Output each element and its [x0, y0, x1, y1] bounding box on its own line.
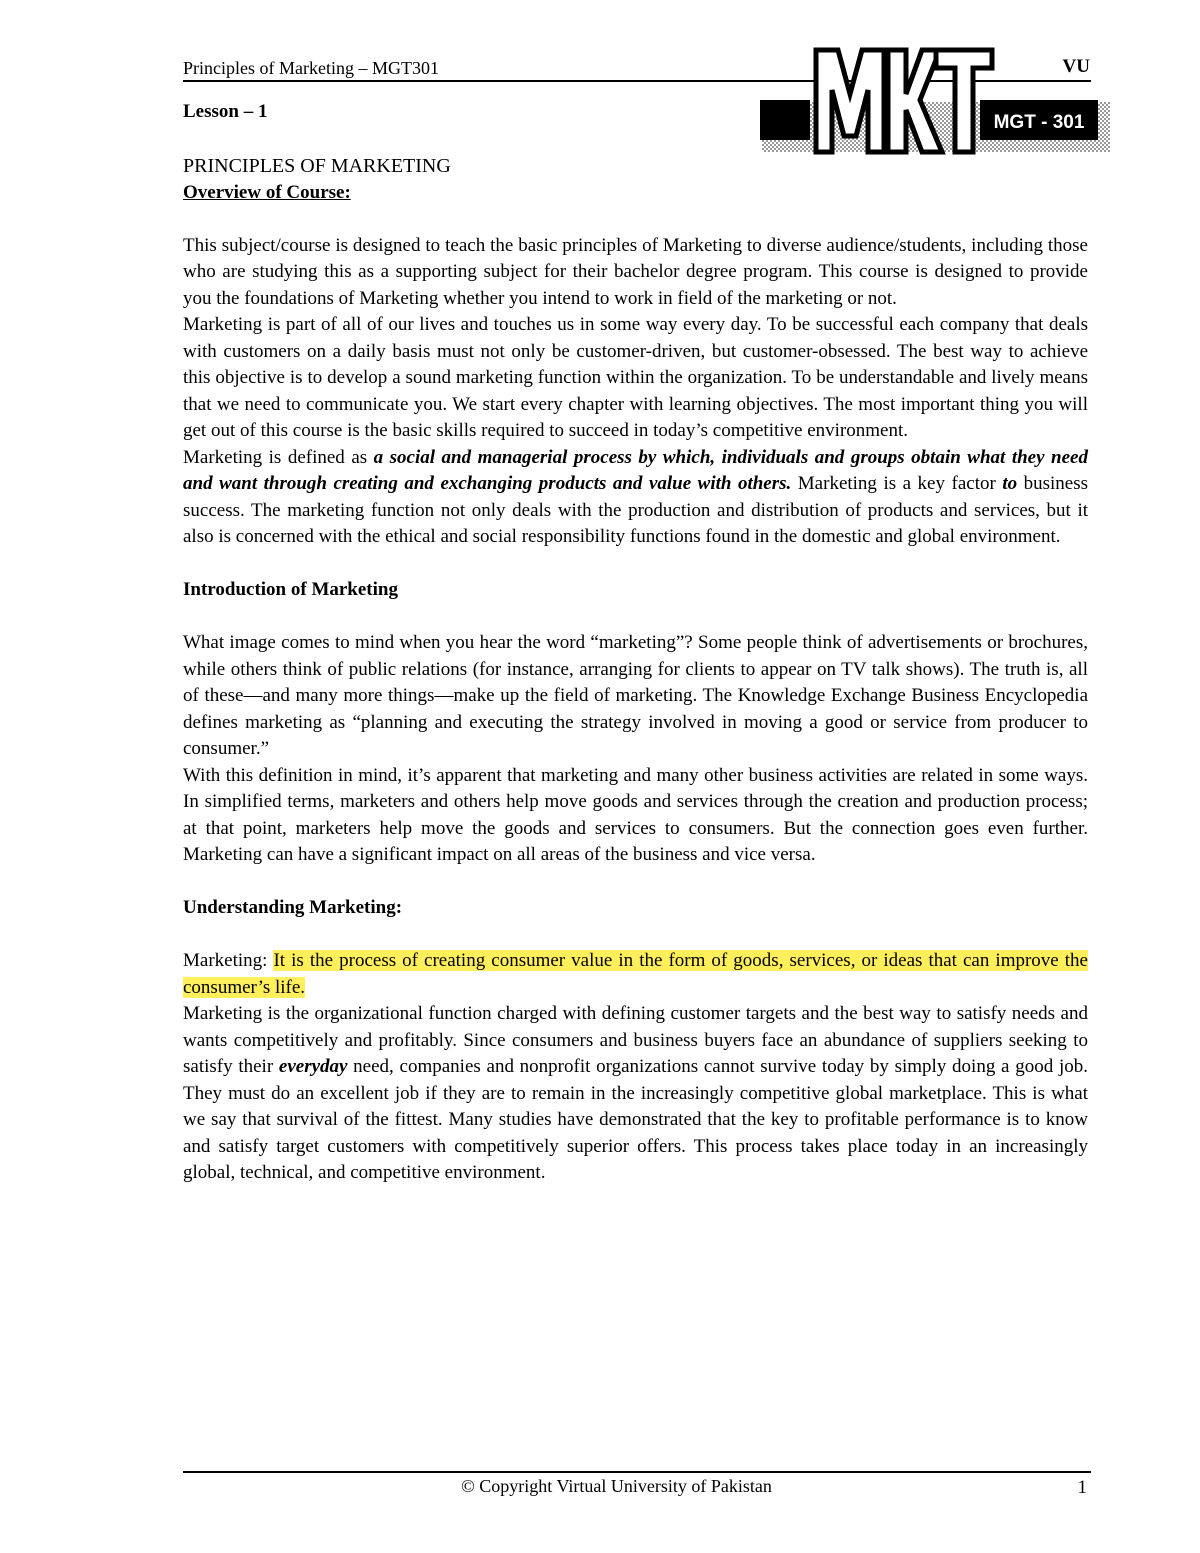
logo-left-bar — [760, 100, 810, 140]
introduction-paragraph-1: What image comes to mind when you hear the word “marketing”? Some people think of advertisements or brochures, while others think of public relations (for instance, arranging for clients to appear on TV talk shows). The truth is, all of these—and many more things—make up the field of marketing. The Knowledge Exchange Business Encyclopedia defines marketing as “planning and executing the strategy involved in moving a good or service from producer to consumer.” — [183, 632, 1088, 759]
logo-letter-m — [816, 50, 884, 152]
understanding-heading: Understanding Marketing: — [183, 897, 403, 918]
marketing-definition-quote: a social and managerial process by which, individuals and groups obtain what they need and want through creating and exchanging products and value with others. — [183, 446, 1088, 494]
footer-copyright: © Copyright Virtual University of Pakistan — [461, 1476, 772, 1496]
overview-heading: Overview of Course: — [183, 181, 351, 203]
header-course-name: Principles of Marketing – MGT301 — [183, 58, 439, 78]
mkt-logo — [756, 42, 1116, 160]
lesson-number: Lesson – 1 — [183, 101, 268, 122]
everyday-emphasis: everyday — [278, 1056, 348, 1077]
logo-badge-text: MGT - 301 — [993, 112, 1085, 133]
introduction-heading: Introduction of Marketing — [183, 579, 398, 600]
marketing-definition-paragraph: Marketing is defined as a social and managerial process by which, individuals and groups obtain what they need and want through creating and exchanging products and value with others. Marketing is a key factor to business success. The marketing function not only deals with the production and distribution of products and services, but it also is concerned with the ethical and social responsibility functions found in the domestic and global environment. — [183, 446, 1088, 547]
header-university: VU — [1062, 56, 1090, 77]
overview-paragraph-2: Marketing is part of all of our lives and touches us in some way every day. To be successful each company that deals with customers on a daily basis must not only be customer-driven, but customer-obsessed. The best way to achieve this objective is to develop a sound marketing function within the organization. To be understandable and lively means that we need to communicate you. We start every chapter with learning objectives. The most important thing you will get out of this course is the basic skills required to succeed in today’s competitive environment. — [183, 314, 1088, 441]
footer-rule — [183, 1471, 1091, 1473]
page-number: 1 — [1077, 1477, 1087, 1498]
marketing-definition-highlight: Marketing: It is the process of creating consumer value in the form of goods, services, or ideas that can improve the consumer’s life. — [183, 950, 1088, 998]
overview-paragraph-1: This subject/course is designed to teach the basic principles of Marketing to diverse audience/students, including those who are studying this as a supporting subject for their bachelor degree program. This course is designed to provide you the foundations of Marketing whether you intend to work in field of the marketing or not. — [183, 234, 1088, 309]
document-body — [183, 153, 1088, 1187]
introduction-paragraph-2: With this definition in mind, it’s apparent that marketing and many other business activities are related in some ways. In simplified terms, marketers and others help move goods and services through the creation and production process; at that point, marketers help move the goods and services to consumers. But the connection goes even further. Marketing can have a significant impact on all areas of the business and vice versa. — [183, 764, 1088, 865]
highlighted-definition: It is the process of creating consumer value in the form of goods, services, or ideas that can improve the consumer’s life. — [183, 950, 1088, 998]
logo-letters — [816, 50, 992, 152]
course-title: PRINCIPLES OF MARKETING — [183, 155, 451, 177]
understanding-paragraph: Marketing is the organizational function charged with defining customer targets and the best way to satisfy needs and wants competitively and profitably. Since consumers and business buyers face an abundance of suppliers seeking to satisfy their everyday need, companies and nonprofit organizations cannot survive today by simply doing a good job. They must do an excellent job if they are to remain in the increasingly competitive global marketplace. This is what we say that survival of the fittest. Many studies have demonstrated that the key to profitable performance is to know and satisfy target customers with competitively superior offers. This process takes place today in an increasingly global, technical, and competitive environment. — [183, 1003, 1088, 1183]
